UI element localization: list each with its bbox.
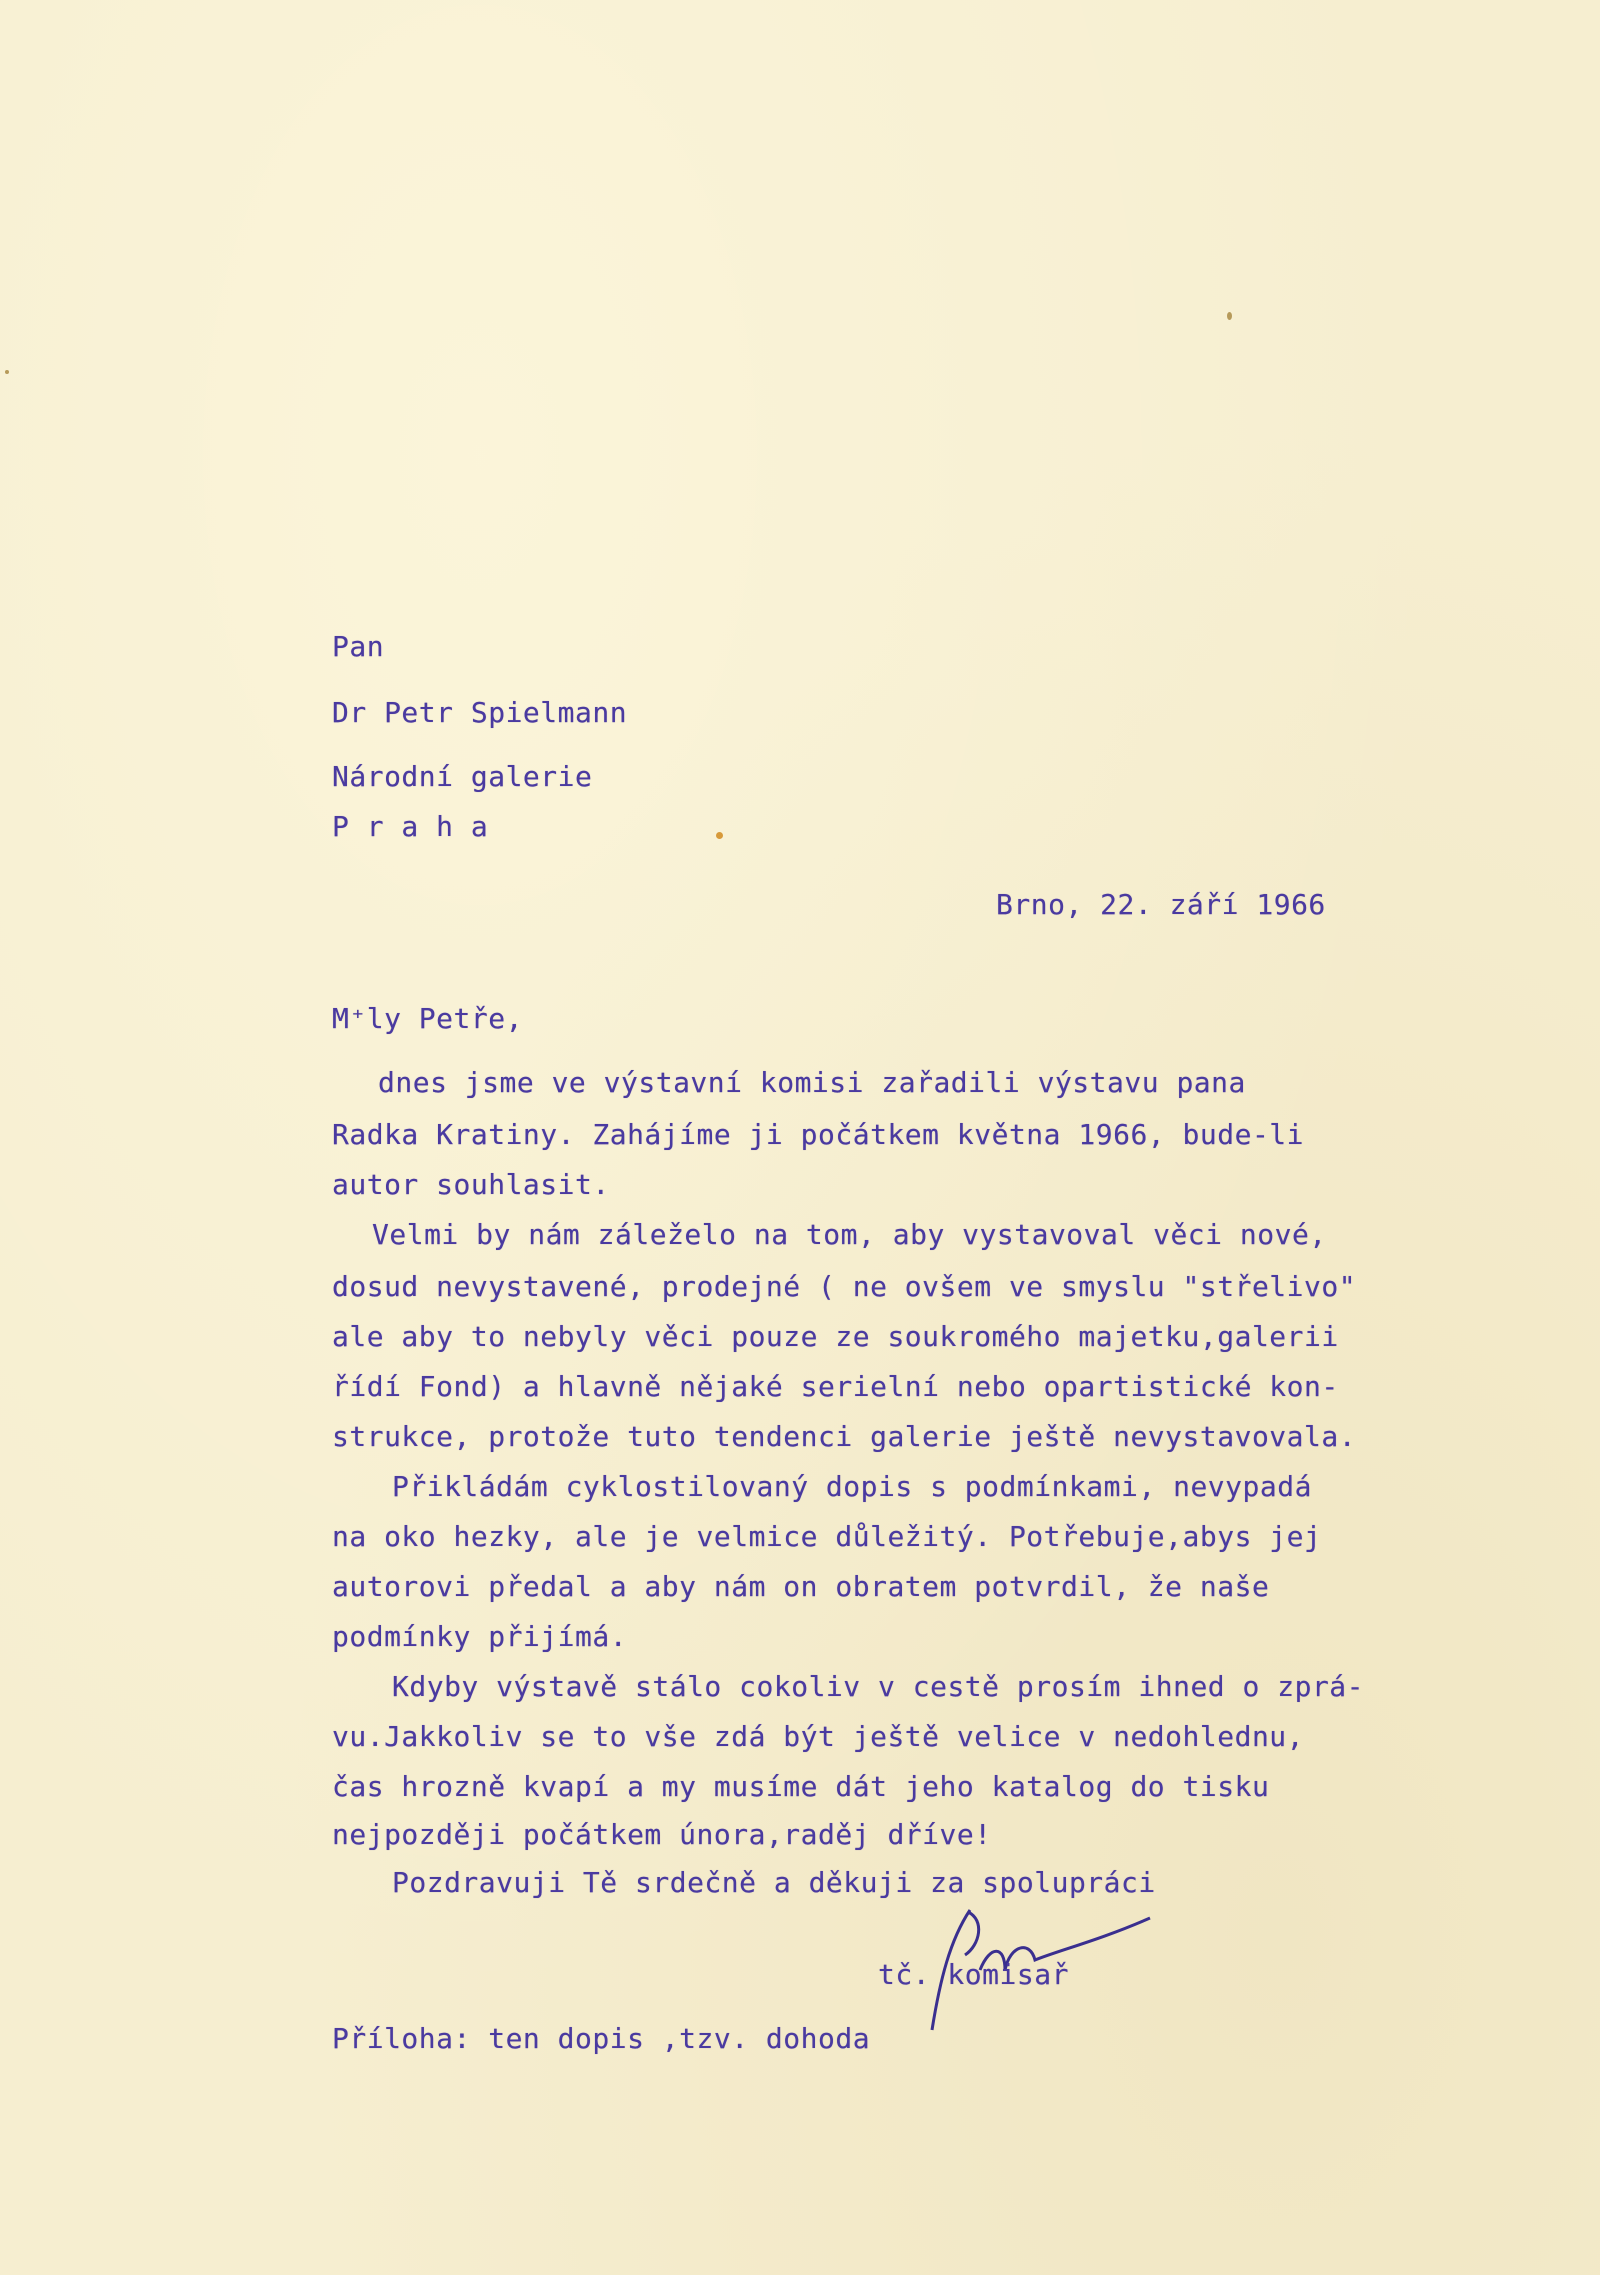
body-line: autor souhlasit.: [332, 1168, 610, 1201]
body-line: Pozdravuji Tě srdečně a děkuji za spolupráci: [392, 1866, 1156, 1899]
paper-speck: [5, 370, 9, 374]
body-line: nejpozději počátkem února,raděj dříve!: [332, 1818, 992, 1851]
dateline: Brno, 22. září 1966: [996, 888, 1326, 921]
body-line: vu.Jakkoliv se to vše zdá být ještě velice v nedohlednu,: [332, 1720, 1305, 1753]
body-line: Kdyby výstavě stálo cokoliv v cestě prosím ihned o zprá-: [392, 1670, 1365, 1703]
paper-speck: [1227, 312, 1232, 320]
body-line: dnes jsme ve výstavní komisi zařadili výstavu pana: [378, 1066, 1246, 1099]
body-line: řídí Fond) a hlavně nějaké serielní nebo opartistické kon-: [332, 1370, 1339, 1403]
body-line: Přikládám cyklostilovaný dopis s podmínkami, nevypadá: [392, 1470, 1312, 1503]
body-line: ale aby to nebyly věci pouze ze soukromého majetku,galerii: [332, 1320, 1339, 1353]
body-line: strukce, protože tuto tendenci galerie ještě nevystavovala.: [332, 1420, 1357, 1453]
recipient-name: Dr Petr Spielmann: [332, 696, 628, 729]
attachment-note: Příloha: ten dopis ,tzv. dohoda: [332, 2022, 871, 2055]
body-line: čas hrozně kvapí a my musíme dát jeho katalog do tisku: [332, 1770, 1270, 1803]
body-line: dosud nevystavené, prodejné ( ne ovšem ve smyslu "střelivo": [332, 1270, 1357, 1303]
greeting: M⁺ly Petře,: [332, 1002, 523, 1035]
signature-title: tč. komisař: [878, 1958, 1069, 1991]
recipient-salutation: Pan: [332, 630, 385, 663]
body-line: Radka Kratiny. Zahájíme ji počátkem května 1966, bude-li: [332, 1118, 1305, 1151]
recipient-city: P r a h a: [332, 810, 489, 843]
recipient-institution: Národní galerie: [332, 760, 593, 793]
body-line: autorovi předal a aby nám on obratem potvrdil, že naše: [332, 1570, 1270, 1603]
body-line: na oko hezky, ale je velmice důležitý. Potřebuje,abys jej: [332, 1520, 1322, 1553]
body-line: Velmi by nám záleželo na tom, aby vystavoval věci nové,: [372, 1218, 1327, 1251]
body-line: podmínky přijímá.: [332, 1620, 628, 1653]
paper-speck: [716, 832, 723, 839]
